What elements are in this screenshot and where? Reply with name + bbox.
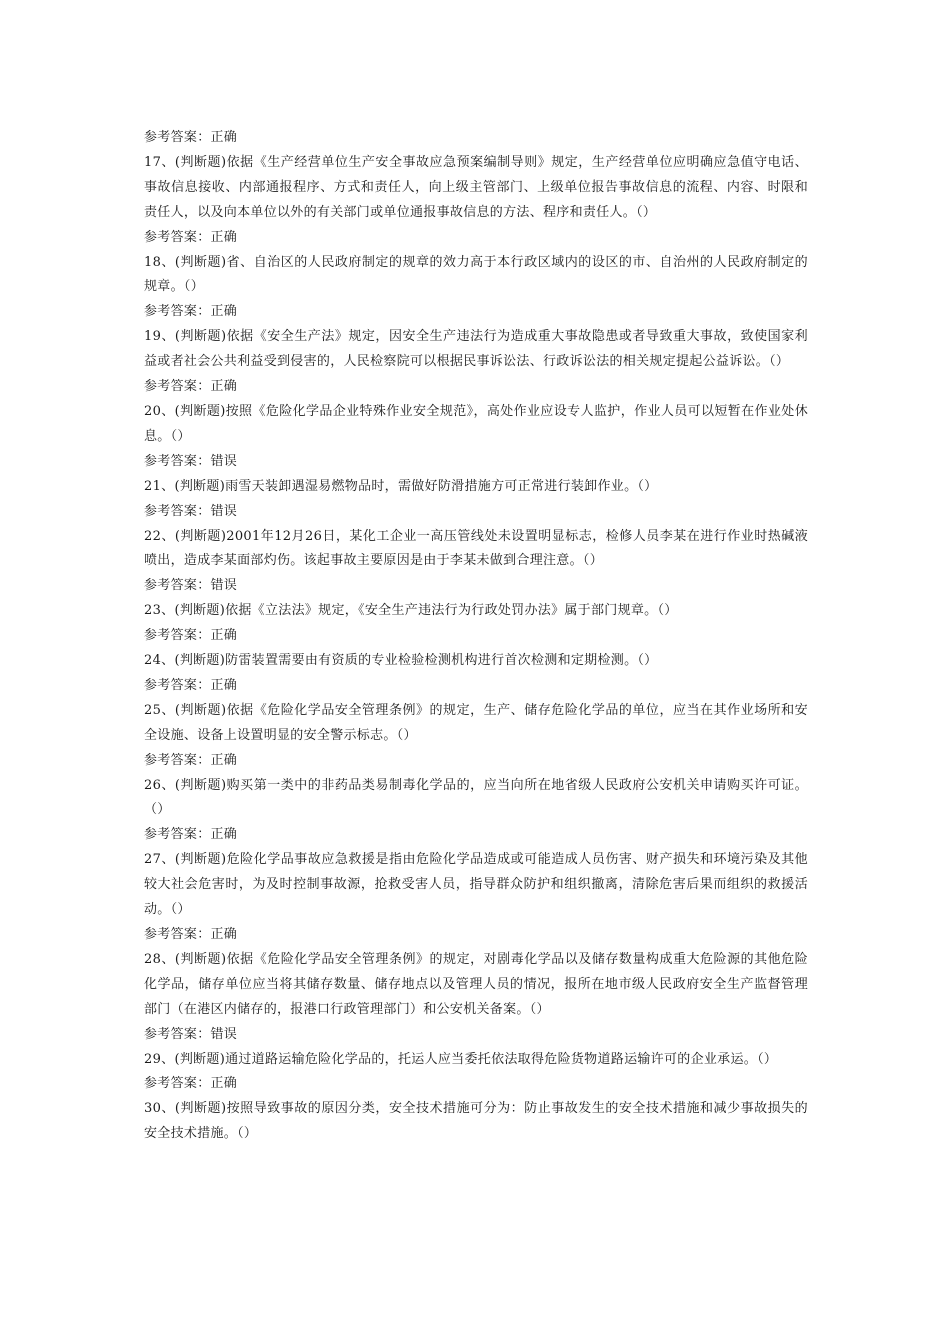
question-text: 22、(判断题)2001年12月26日，某化工企业一高压管线处未设置明显标志，检修人员李某在进行作业时热碱液喷出，造成李某面部灼伤。该起事故主要原因是由于李某未做到合理注意。（） [144, 528, 808, 569]
question-text: 19、(判断题)依据《安全生产法》规定，因安全生产违法行为造成重大事故隐患或者导致重大事故，致使国家利益或者社会公共利益受到侵害的，人民检察院可以根据民事诉讼法、行政诉讼法的相关规定提起公益诉讼。（） [144, 329, 808, 370]
answer-line: 参考答案：正确 [144, 1076, 238, 1092]
answer-line: 参考答案：正确 [144, 927, 238, 942]
question-text: 23、(判断题)依据《立法法》规定，《安全生产违法行为行政处罚办法》属于部门规章。（） [144, 603, 678, 619]
answer-line: 参考答案：正确 [144, 628, 238, 644]
question-text: 27、(判断题)危险化学品事故应急救援是指由危险化学品造成或可能造成人员伤害、财产损失和环境污染及其他较大社会危害时，为及时控制事故源，抢救受害人员，指导群众防护和组织撤离，清除危害后果而组织的救援活动。（） [144, 852, 808, 918]
answer-line: 参考答案：正确 [144, 752, 238, 768]
question-text: 18、(判断题)省、自治区的人民政府制定的规章的效力高于本行政区域内的设区的市、自治州的人民政府制定的规章。（） [144, 254, 808, 295]
question-text: 17、(判断题)依据《生产经营单位生产安全事故应急预案编制导则》规定，生产经营单位应明确应急值守电话、事故信息接收、内部通报程序、方式和责任人，向上级主管部门、上级单位报告事故信息的流程、内容、时限和责任人，以及向本单位以外的有关部门或单位通报事故信息的方法、程序和责任人。（） [144, 154, 808, 220]
question-text: 26、(判断题)购买第一类中的非药品类易制毒化学品的，应当向所在地省级人民政府公安机关申请购买许可证。（） [144, 777, 808, 818]
answer-line: 参考答案：错误 [144, 453, 238, 469]
question-text: 29、(判断题)通过道路运输危险化学品的，托运人应当委托依法取得危险货物道路运输许可的企业承运。（） [144, 1051, 778, 1067]
answer-line: 参考答案：正确 [144, 379, 238, 395]
question-text: 24、(判断题)防雷装置需要由有资质的专业检验检测机构进行首次检测和定期检测。（） [144, 653, 658, 669]
answer-line: 参考答案：正确 [144, 229, 238, 245]
answer-line: 参考答案：正确 [144, 827, 238, 843]
answer-line: 参考答案：错误 [144, 1026, 238, 1042]
answer-line: 参考答案：正确 [144, 677, 238, 693]
question-text: 21、(判断题)雨雪天装卸遇湿易燃物品时，需做好防滑措施方可正常进行装卸作业。（） [144, 478, 658, 494]
question-text: 28、(判断题)依据《危险化学品安全管理条例》的规定，对剧毒化学品以及储存数量构成重大危险源的其他危险化学品，储存单位应当将其储存数量、储存地点以及管理人员的情况，报所在地市级人民政府安全生产监督管理部门（在港区内储存的，报港口行政管理部门）和公安机关备案。（） [144, 951, 808, 1017]
question-text: 25、(判断题)依据《危险化学品安全管理条例》的规定，生产、储存危险化学品的单位，应当在其作业场所和安全设施、设备上设置明显的安全警示标志。（） [144, 702, 808, 743]
answer-line: 参考答案：错误 [144, 503, 238, 519]
answer-line: 参考答案：正确 [144, 304, 238, 320]
answer-line: 参考答案：错误 [144, 578, 238, 594]
question-text: 30、(判断题)按照导致事故的原因分类，安全技术措施可分为：防止事故发生的安全技术措施和减少事故损失的安全技术措施。（） [144, 1101, 808, 1142]
question-text: 20、(判断题)按照《危险化学品企业特殊作业安全规范》，高处作业应设专人监护，作业人员可以短暂在作业处休息。（） [144, 403, 808, 444]
document-page [144, 126, 808, 1147]
answer-line: 参考答案：正确 [144, 130, 238, 145]
